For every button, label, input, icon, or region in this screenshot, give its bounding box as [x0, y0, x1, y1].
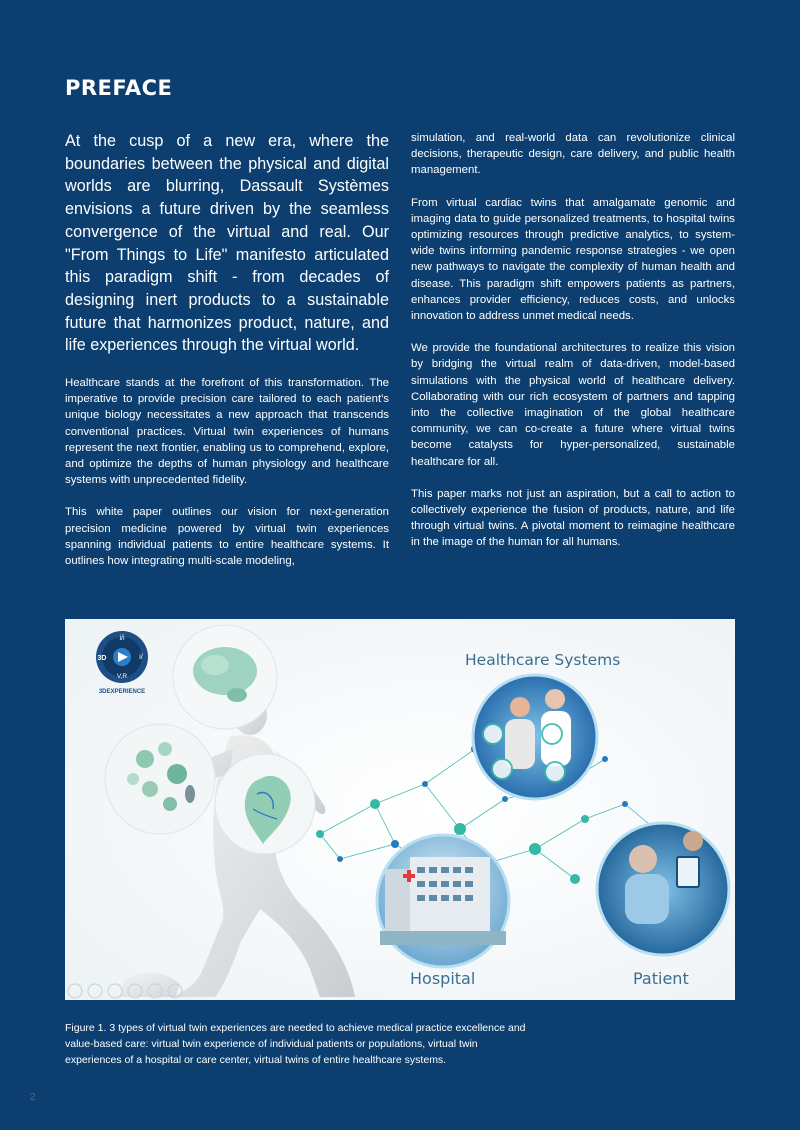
- 3dexperience-logo: 3DEXPERIENCE: [98, 689, 146, 695]
- hospital-label: Hospital: [410, 969, 476, 988]
- compass-top-label: i/i: [119, 635, 125, 642]
- heart-bubble: [215, 754, 315, 854]
- page-number: 2: [30, 1092, 36, 1103]
- body-paragraph: This paper marks not just an aspiration, but a call to action to collectively experience the fusion of products, nature, and life through virtual twins. A pivotal moment to reimagine healthcare in the image of the human for all humans.: [411, 487, 735, 549]
- body-paragraph: From virtual cardiac twins that amalgamate genomic and imaging data to guide personalized treatments, to hospital twins optimizing resources through predictive analytics, to system-wide twins informing pandemic response strategies - we open new pathways to navigate the complexity of human health and disease. This paradigm shift empowers patients as partners, enhances provider efficiency, reduces costs, and unlocks innovation to address unmet medical needs.: [411, 196, 735, 323]
- healthcare-systems-circle: [473, 675, 597, 799]
- compass-right-label: i/: [139, 654, 143, 661]
- patient-circle: [597, 823, 729, 955]
- patient-label: Patient: [633, 969, 689, 988]
- compass-left-label: 3D: [97, 655, 107, 662]
- compass-bottom-label: V,R: [116, 673, 128, 680]
- page-title: PREFACE: [65, 76, 173, 100]
- figure-illustration: [65, 619, 735, 1000]
- figure-caption: Figure 1. 3 types of virtual twin experiences are needed to achieve medical practice excellence and value-based care: virtual twin experience of individual patients or populations, virtual twin experiences of a hospital or care center, virtual twins of entire healthcare systems.: [65, 1022, 526, 1066]
- lead-paragraph: At the cusp of a new era, where the boundaries between the physical and digital worlds are blurring, Dassault Systèmes envisions a future driven by the seamless convergence of the virtual and real. Our "From Things to Life" manifesto articulated this paradigm shift - from decades of designing inert products to a sustainable future that harmonizes product, nature, and life experiences through the virtual world.: [65, 132, 389, 355]
- brain-bubble: [173, 625, 277, 729]
- body-paragraph: We provide the foundational architectures to realize this vision by bridging the virtual realm of data-driven, model-based simulations with the physical world of healthcare delivery. Collaborating with our rich ecosystem of partners and tapping into the collective imagination of the global healthcare community, we can co-create a future where virtual twins become catalysts for hyper-personalized, sustainable healthcare for all.: [411, 342, 735, 468]
- healthcare-systems-label: Healthcare Systems: [465, 651, 621, 669]
- body-paragraph: This white paper outlines our vision for next-generation precision medicine powered by virtual twin experiences spanning individual patients to entire healthcare systems. It outlines how integrating multi-scale modeling,: [65, 506, 389, 568]
- left-column: [65, 130, 389, 585]
- body-paragraph: Healthcare stands at the forefront of this transformation. The imperative to provide precision care tailored to each patient's unique biology necessitates a new approach that transcends conventional practices. Virtual twin experiences of humans represent the next frontier, enabling us to comprehend, explore, and optimize the depths of human physiology and healthcare systems with unprecedented fidelity.: [65, 377, 389, 487]
- body-paragraph: simulation, and real-world data can revolutionize clinical decisions, therapeutic design, care delivery, and public health management.: [411, 132, 735, 177]
- figure-svg: [65, 619, 735, 1000]
- right-column: [411, 130, 735, 567]
- hospital-circle: [377, 835, 509, 967]
- cells-bubble: [105, 724, 215, 834]
